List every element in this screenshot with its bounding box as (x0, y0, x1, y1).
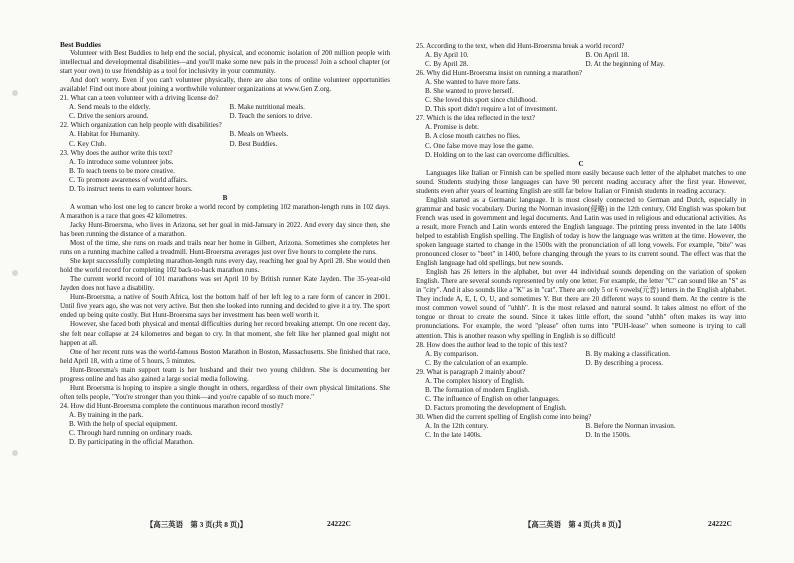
options-row (416, 60, 746, 69)
options-row (416, 422, 746, 431)
footer-right-page: 【高三英语 第 4 页(共 8 页)】 (524, 520, 626, 529)
option-b: B. By making a classification. (585, 349, 671, 358)
option-d: D. By participating in the official Marathon. (69, 438, 194, 447)
option-d: D. Teach the seniors to drive. (229, 112, 313, 121)
option-d: D. Factors promoting the development of English. (425, 403, 567, 412)
left-column (60, 40, 390, 447)
passage-paragraph: Jacky Hunt-Broersma, who lives in Arizona, set her goal in mid-January in 2022. And every day since then, she has been running the distance of a marathon. (60, 220, 390, 238)
option-c: C. Key Club. (69, 139, 107, 148)
option-d: D. In the 1500s. (585, 431, 631, 440)
right-column (416, 42, 746, 440)
options-row (60, 112, 390, 121)
option-a: A. By training in the park. (69, 410, 144, 419)
binding-hole (12, 90, 18, 96)
option-a: A. By comparison. (425, 349, 479, 358)
option-c: C. She loved this sport since childhood. (425, 96, 537, 105)
question-22: 22. Which organization can help people with disabilities? (60, 121, 222, 130)
question-26: 26. Why did Hunt-Broersma insist on running a marathon? (416, 69, 583, 78)
option-b: B. On April 18. (585, 51, 630, 60)
option-a: A. Promise is debt. (425, 123, 479, 132)
option-a: A. To introduce some volunteer jobs. (69, 157, 174, 166)
option-a: A. Send meals to the elderly. (69, 103, 151, 112)
passage-paragraph: She kept successfully completing marathon-length runs every day, reaching her goal by April 28. She would then hold the world record for completing 102 back-to-back marathon runs. (60, 257, 390, 275)
option-c: C. By April 28. (425, 60, 469, 69)
section-c-heading: C (578, 159, 584, 168)
question-23: 23. Why does the author write this text? (60, 148, 173, 157)
option-c: C. Drive the seniors around. (69, 112, 149, 121)
question-24: 24. How did Hunt-Broersma complete the continuous marathon record mostly? (60, 401, 284, 410)
passage-a-title: Best Buddies (60, 40, 101, 49)
question-21: 21. What can a teen volunteer with a driving license do? (60, 94, 219, 103)
binding-hole (12, 450, 18, 456)
option-d: D. Holding on to the last can overcome difficulties. (425, 150, 570, 159)
options-row (416, 431, 746, 440)
option-b: B. Make nutritional meals. (229, 103, 305, 112)
passage-paragraph: Languages like Italian or Finnish can be spelled more easily because each letter of the alphabet matches to one sound. Students studying those languages can have 90 percent reading accuracy after the first year. However, students even after years of learning English are still far below Italian or Finnish students in reading accuracy. (416, 168, 746, 195)
passage-paragraph: English started as a Germanic language. It is most closely connected to German and Dutch, especially in grammar and basic vocabulary. During the Norman invasion(侵略) in the 12th century, Old English was spoken but French was used in government and legal documents. And Latin was used in religious and educational activities. As a result, more French and Latin words entered the English language. The printing press invented in the late 1400s helped to establish English spelling. The English of today is how the language was written at the time. However, the spoken language started to change in the 1500s with the pronunciation of all long vowels. For example, "bite" was pronounced closer to "beet" in 1400, before changing through the years to its current sound. The effect was that the English language had old spellings, but new sounds. (416, 195, 746, 268)
option-c: C. To promote awareness of world affairs. (69, 175, 188, 184)
option-c: C. The influence of English on other languages. (425, 394, 560, 403)
options-row (60, 103, 390, 112)
passage-paragraph: One of her recent runs was the world-famous Boston Marathon in Boston, Massachusetts. She finished that race, held April 18, with a time of 5 hours, 5 minutes. (60, 347, 390, 365)
option-d: D. To instruct teens to earn volunteer hours. (69, 184, 193, 193)
passage-paragraph: English has 26 letters in the alphabet, but over 44 individual sounds depending on the variation of spoken English. There are several sounds represented by only one letter. For example, the letter "C" can sound like an "S" as in "city". And it also sounds like a "K" as in "cat". There are only 5 or 6 vowels(元音) letters in the English alphabet. They include A, E, I, O, U, and sometimes Y. But there are 20 different ways to sound them. At the centre is the most common vowel sound of "uhhh". It is the most relaxed and natural sound. It takes almost no effort of the tongue or throat to create the sound. Since it takes little effort, the sound "uhhh" often makes its way into pronunciations. For example, the word "please" often turns into "PUH-lease" when someone is trying to call attention. This is another reason why spelling in English is so difficult! (416, 268, 746, 340)
question-25: 25. According to the text, when did Hunt-Broersma break a world record? (416, 42, 625, 50)
passage-paragraph: Hunt Broersma is hoping to inspire a single thought in others, regardless of their own physical limitations. She often tells people, "You're stronger than you think—and you're capable of so much more." (60, 383, 390, 401)
option-a: A. By April 10. (425, 51, 469, 60)
option-a: A. She wanted to have more fans. (425, 78, 521, 87)
option-b: B. Before the Norman invasion. (585, 421, 676, 430)
passage-paragraph: The current world record of 101 marathons was set April 10 by British runner Kate Jayden. The 35-year-old Jayden does not have a disability. (60, 275, 390, 293)
options-row (60, 140, 390, 149)
passage-paragraph: And don't worry. Even if you can't volunteer physically, there are also tons of online volunteer opportunities available! Find out more about joining a worthwhile volunteer organizations at www.Gen Z.org. (60, 76, 390, 94)
option-d: D. This sport didn't require a lot of investment. (425, 105, 558, 114)
option-d: D. By describing a process. (585, 358, 663, 367)
footer-right-code: 24222C (708, 519, 732, 528)
options-row (416, 359, 746, 368)
option-b: B. A close mouth catches no flies. (425, 132, 521, 141)
options-row (416, 51, 746, 60)
option-a: A. Habitat for Humanity. (69, 130, 140, 139)
option-d: D. At the beginning of May. (585, 60, 665, 69)
option-c: C. One false move may lose the game. (425, 141, 534, 150)
option-c: C. In the late 1400s. (425, 431, 482, 440)
options-row (416, 350, 746, 359)
option-b: B. The formation of modern English. (425, 385, 530, 394)
option-a: A. The complex history of English. (425, 376, 525, 385)
binding-holes (12, 0, 22, 563)
option-b: B. With the help of special equipment. (69, 419, 178, 428)
footer-left-code: 24222C (327, 519, 351, 528)
passage-paragraph: A woman who lost one leg to cancer broke a world record by completing 102 marathon-length runs in 102 days. A marathon is a race that goes 42 kilometres. (60, 202, 390, 220)
options-row (60, 130, 390, 139)
passage-paragraph: Hunt-Broersma's main support team is her husband and their two young children. She is documenting her progress online and has also gained a large social media following. (60, 365, 390, 383)
option-a: A. In the 12th century. (425, 421, 489, 430)
option-c: C. Through hard running on ordinary roads. (69, 429, 193, 438)
option-b: B. She wanted to prove herself. (425, 87, 514, 96)
option-b: B. To teach teens to be more creative. (69, 166, 176, 175)
passage-paragraph: Hunt-Broersma, a native of South Africa, lost the bottom half of her left leg to a rare form of cancer in 2001. Until five years ago, she was not very active. But then she looked into running and decided to give it a try. The sport ended up being quite costly. But Hunt-Broersma says her investment has been well worth it. (60, 293, 390, 320)
passage-paragraph: Volunteer with Best Buddies to help end the social, physical, and economic isolation of 200 million people with intellectual and developmental disabilities—and you'll make some new pals in the process! Join a school chapter (or start your own) to use friendship as a tool for inclusivity in your community. (60, 49, 390, 76)
option-c: C. By the calculation of an example. (425, 358, 528, 367)
section-b-heading: B (222, 193, 228, 202)
passage-paragraph: However, she faced both physical and mental difficulties during her record breaking attempt. On one recent day, she felt near collapse at 24 kilometres and began to cry. In that moment, she felt like her planned goal might not happen at all. (60, 320, 390, 347)
question-27: 27. Which is the idea reflected in the text? (416, 114, 536, 123)
option-d: D. Best Buddies. (229, 139, 278, 148)
question-30: 30. When did the current spelling of English come into being? (416, 412, 592, 421)
question-28: 28. How does the author lead to the topic of this text? (416, 340, 568, 349)
question-29: 29. What is paragraph 2 mainly about? (416, 367, 526, 376)
footer-left-page: 【高三英语 第 3 页(共 8 页)】 (146, 520, 248, 529)
binding-hole (12, 270, 18, 276)
option-b: B. Meals on Wheels. (229, 130, 289, 139)
passage-paragraph: Most of the time, she runs on roads and trails near her home in Gilbert, Arizona. Sometimes she completes her runs on a running machine called a treadmill. Hunt-Broersma averages just over five hours to complete the runs. (60, 239, 390, 257)
